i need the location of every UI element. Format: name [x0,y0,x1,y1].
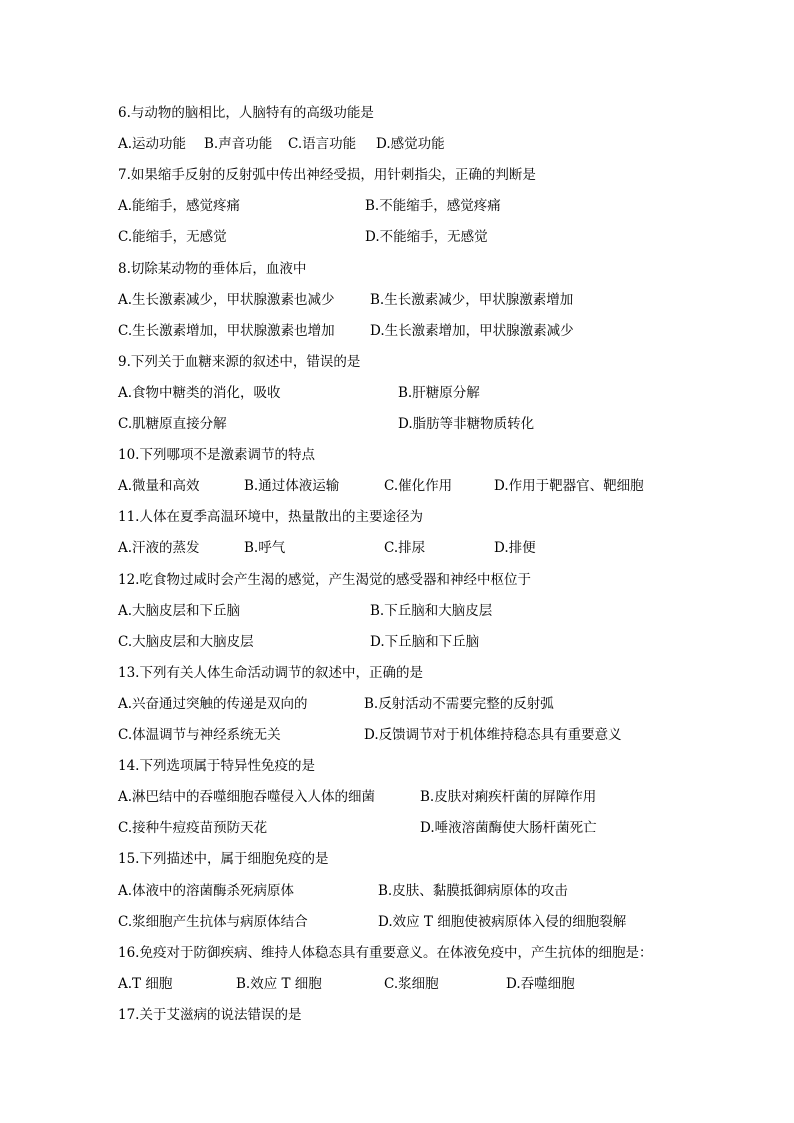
answer-option: D.作用于靶器官、靶细胞 [494,478,644,495]
answer-option: B.呼气 [244,540,286,557]
answer-option: A.体液中的溶菌酶杀死病原体 [118,882,295,899]
answer-option: D.吞噬细胞 [506,975,575,992]
answer-option: A.生长激素减少，甲状腺激素也减少 [118,291,335,308]
option-row [118,227,718,247]
answer-option: A.能缩手，感觉疼痛 [118,198,241,215]
answer-option: D.唾液溶菌酶使大肠杆菌死亡 [420,820,597,837]
answer-option: A.汗液的蒸发 [118,540,200,557]
option-row [118,818,718,838]
answer-option: B.肝糖原分解 [398,384,480,401]
answer-option: C.生长激素增加，甲状腺激素也增加 [118,322,335,339]
question-stem: 8.切除某动物的垂体后，血液中 [118,260,307,277]
answer-option: C.催化作用 [384,478,453,495]
question-stem: 14.下列选项属于特异性免疫的是 [118,758,315,775]
answer-option: C.体温调节与神经系统无关 [118,727,281,743]
option-row [118,134,718,154]
answer-option: D.反馈调节对于机体维持稳态具有重要意义 [364,727,622,743]
question-stem: 10.下列哪项不是激素调节的特点 [118,447,315,464]
answer-option: C.能缩手，无感觉 [118,229,227,246]
answer-option: D.感觉功能 [376,136,445,153]
answer-option: D.效应 T 细胞使被病原体入侵的细胞裂解 [378,913,627,930]
question-stem: 15.下列描述中，属于细胞免疫的是 [118,851,329,868]
answer-option: B.下丘脑和大脑皮层 [370,602,493,619]
option-row [118,196,718,216]
answer-option: C.排尿 [384,540,426,557]
answer-option: D.不能缩手，无感觉 [365,229,488,246]
answer-option: C.浆细胞 [384,975,439,992]
answer-option: A.运动功能 [118,136,187,153]
answer-option: C.大脑皮层和大脑皮层 [118,633,254,650]
answer-option: B.皮肤对痢疾杆菌的屏障作用 [420,789,597,806]
answer-option: D.脂肪等非糖物质转化 [398,416,535,432]
answer-option: B.声音功能 [204,136,273,153]
answer-option: A.食物中糖类的消化，吸收 [118,384,281,401]
question-stem: 12.吃食物过咸时会产生渴的感觉，产生渴觉的感受器和神经中枢位于 [118,571,531,588]
question-stem: 13.下列有关人体生命活动调节的叙述中，正确的是 [118,664,423,681]
answer-option: B.皮肤、黏膜抵御病原体的攻击 [378,882,568,899]
answer-option: C.肌糖原直接分解 [118,416,227,432]
option-row [118,912,718,932]
answer-option: A.T 细胞 [118,975,173,992]
option-row [118,290,718,310]
answer-option: B.通过体液运输 [244,478,340,495]
question-stem: 6.与动物的脑相比，人脑特有的高级功能是 [118,105,374,121]
question-stem: 9.下列关于血糖来源的叙述中，错误的是 [118,353,361,370]
answer-option: C.接种牛痘疫苗预防天花 [118,820,268,837]
answer-option: A.微量和高效 [118,478,200,495]
question-stem: 17.关于艾滋病的说法错误的是 [118,1006,302,1023]
answer-option: A.淋巴结中的吞噬细胞吞噬侵入人体的细菌 [118,789,376,806]
answer-option: D.生长激素增加，甲状腺激素减少 [370,322,574,339]
option-row [118,383,718,403]
option-row [118,787,718,807]
answer-option: B.反射活动不需要完整的反射弧 [364,695,554,712]
answer-option: D.排便 [494,540,536,557]
option-row [118,538,718,558]
option-row [118,725,718,745]
option-row [118,414,718,434]
option-row [118,974,718,994]
answer-option: A.大脑皮层和下丘脑 [118,602,241,619]
answer-option: B.生长激素减少，甲状腺激素增加 [370,291,574,308]
answer-option: B.不能缩手，感觉疼痛 [365,198,501,215]
option-row [118,881,718,901]
option-row [118,321,718,341]
answer-option: D.下丘脑和下丘脑 [370,633,480,650]
answer-option: B.效应 T 细胞 [236,975,322,992]
answer-option: A.兴奋通过突触的传递是双向的 [118,695,308,712]
answer-option: C.语言功能 [288,136,357,153]
option-row [118,601,718,621]
question-stem: 7.如果缩手反射的反射弧中传出神经受损，用针刺指尖，正确的判断是 [118,167,536,184]
option-row [118,476,718,496]
question-stem: 16.免疫对于防御疾病、维持人体稳态具有重要意义。在体液免疫中，产生抗体的细胞是： [118,944,653,961]
option-row [118,694,718,714]
answer-option: C.浆细胞产生抗体与病原体结合 [118,913,308,930]
question-stem: 11.人体在夏季高温环境中，热量散出的主要途径为 [118,509,423,526]
option-row [118,632,718,652]
